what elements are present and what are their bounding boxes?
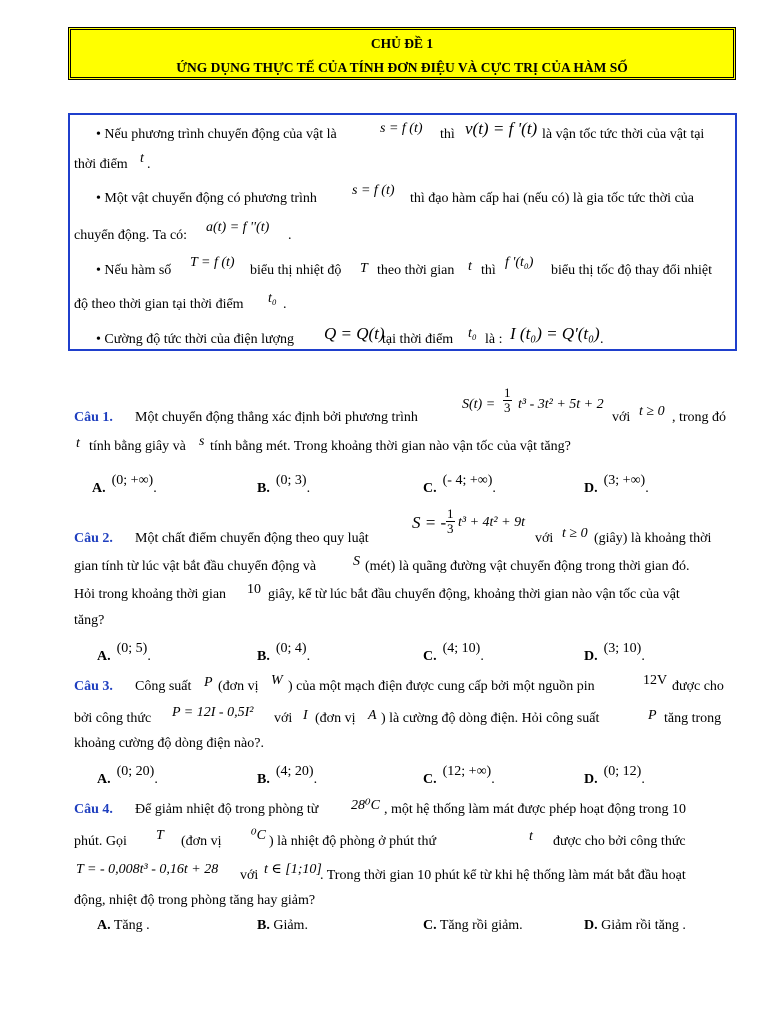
option-key: B. bbox=[257, 918, 270, 933]
math-velocity: v(t) = f '(t) bbox=[465, 119, 538, 138]
topic-header bbox=[68, 27, 736, 80]
text: chuyển động. Ta có: bbox=[74, 228, 188, 243]
math-s-ft: s = f (t) bbox=[352, 183, 395, 198]
q1-option-b[interactable]: B.(0; 3). bbox=[257, 473, 311, 496]
text: phút. Gọi bbox=[74, 834, 127, 849]
math-charge: Q = Q(t) bbox=[324, 324, 385, 343]
option-key: D. bbox=[584, 481, 598, 496]
question-4-label: Câu 4. bbox=[74, 802, 113, 817]
math-S-lhs: S(t) = bbox=[462, 397, 496, 412]
text: giây, kể từ lúc bắt đầu chuyển động, khoảng thời gian nào vận tốc của vật bbox=[268, 587, 680, 602]
option-value: (3; 10) bbox=[603, 641, 642, 656]
option-value: (12; +∞) bbox=[442, 764, 492, 779]
option-value: (4; 20) bbox=[275, 764, 314, 779]
question-1-label: Câu 1. bbox=[74, 410, 113, 425]
math-t: t bbox=[140, 151, 144, 166]
q3-option-b[interactable]: B.(4; 20). bbox=[257, 764, 318, 787]
option-key: A. bbox=[97, 772, 111, 787]
option-key: D. bbox=[584, 649, 598, 664]
q2-option-a[interactable]: A.(0; 5). bbox=[97, 641, 151, 664]
math-power-formula: P = 12I - 0,5I² bbox=[172, 705, 254, 720]
q3-option-c[interactable]: C.(12; +∞). bbox=[423, 764, 495, 787]
math-acceleration: a(t) = f ''(t) bbox=[206, 220, 270, 235]
text: (đơn vị bbox=[218, 679, 259, 694]
option-key: A. bbox=[92, 481, 106, 496]
theory-bullet-2: • Một vật chuyển động có phương trình bbox=[96, 191, 317, 206]
math-T: T bbox=[360, 261, 368, 276]
math-temperature-formula: T = - 0,008t³ - 0,16t + 28 bbox=[76, 862, 219, 877]
q4-option-d[interactable] bbox=[584, 918, 686, 934]
text: Hỏi trong khoảng thời gian bbox=[74, 587, 227, 602]
text: là vận tốc tức thời của vật tại bbox=[542, 127, 705, 142]
text: . Trong thời gian 10 phút kể từ khi hệ thống làm mát bắt đầu hoạt bbox=[320, 868, 686, 883]
text: (giây) là khoảng thời bbox=[594, 531, 712, 546]
period: . bbox=[283, 297, 287, 312]
text: khoảng cường độ dòng điện nào?. bbox=[74, 736, 264, 751]
option-key: A. bbox=[97, 918, 111, 933]
option-key: D. bbox=[584, 772, 598, 787]
text: động, nhiệt độ trong phòng tăng hay giảm? bbox=[74, 893, 316, 908]
math-t0: t₀ bbox=[468, 326, 477, 341]
text: ) của một mạch điện được cung cấp bởi một nguồn pin bbox=[288, 679, 595, 694]
option-key: D. bbox=[584, 918, 598, 933]
text: Công suất bbox=[135, 679, 192, 694]
math-S-rhs: t³ - 3t² + 5t + 2 bbox=[518, 397, 604, 412]
text: theo thời gian bbox=[377, 263, 455, 278]
option-key: C. bbox=[423, 918, 437, 933]
math-P: P bbox=[648, 708, 657, 723]
option-value: (0; 4) bbox=[275, 641, 307, 656]
option-value: (- 4; +∞) bbox=[442, 473, 493, 488]
option-value: (3; +∞) bbox=[603, 473, 646, 488]
math-S-rhs: t³ + 4t² + 9t bbox=[458, 515, 525, 530]
math-28C: 28⁰C bbox=[351, 798, 380, 813]
text: (đơn vị bbox=[315, 711, 356, 726]
text: tính bằng mét. Trong khoảng thời gian nào vận tốc của vật tăng? bbox=[210, 439, 571, 454]
option-value: Giảm. bbox=[273, 918, 308, 933]
option-key: B. bbox=[257, 772, 270, 787]
math-t: t bbox=[76, 436, 80, 451]
math-T: T bbox=[156, 828, 164, 843]
option-value: (0; 20) bbox=[116, 764, 155, 779]
period: . bbox=[288, 228, 292, 243]
frac-numerator: 1 bbox=[447, 506, 454, 521]
text: , trong đó bbox=[672, 410, 727, 425]
frac-denominator: 3 bbox=[504, 400, 511, 415]
math-current: I (t₀) = Q'(t₀) bbox=[510, 324, 600, 343]
math-12V: 12V bbox=[643, 673, 668, 688]
period: . bbox=[147, 157, 151, 172]
math-t-ge-0: t ≥ 0 bbox=[562, 526, 588, 541]
q1-option-d[interactable]: D.(3; +∞). bbox=[584, 473, 649, 496]
text: với bbox=[535, 531, 554, 546]
math-W: W bbox=[271, 673, 283, 688]
text: thì bbox=[481, 263, 496, 278]
text: thời điểm bbox=[74, 157, 128, 172]
text: với bbox=[240, 868, 259, 883]
q3-option-d[interactable]: D.(0; 12). bbox=[584, 764, 645, 787]
math-fraction bbox=[503, 386, 512, 415]
option-value: Giảm rồi tăng . bbox=[601, 918, 686, 933]
text: với bbox=[612, 410, 631, 425]
text: biểu thị tốc độ thay đổi nhiệt bbox=[551, 263, 712, 278]
q3-option-a[interactable]: A.(0; 20). bbox=[97, 764, 158, 787]
math-S: S bbox=[353, 554, 360, 569]
text: tăng? bbox=[74, 613, 105, 628]
math-s: s bbox=[199, 434, 205, 449]
text: được cho bbox=[672, 679, 724, 694]
question-3-label: Câu 3. bbox=[74, 679, 113, 694]
option-key: B. bbox=[257, 481, 270, 496]
text: tính bằng giây và bbox=[89, 439, 186, 454]
q2-option-d[interactable]: D.(3; 10). bbox=[584, 641, 645, 664]
option-key: C. bbox=[423, 481, 437, 496]
math-A: A bbox=[368, 708, 377, 723]
text: thì bbox=[440, 127, 455, 142]
q1-option-a[interactable]: A.(0; +∞). bbox=[92, 473, 157, 496]
math-S-lhs: S = - bbox=[412, 513, 447, 532]
text: tăng trong bbox=[664, 711, 722, 726]
topic-title: CHỦ ĐỀ 1 bbox=[370, 36, 434, 51]
math-t-domain: t ∈ [1;10] bbox=[264, 862, 322, 877]
option-value: (0; +∞) bbox=[111, 473, 154, 488]
option-value: Tăng . bbox=[113, 918, 150, 933]
topic-subtitle: ỨNG DỤNG THỰC TẾ CỦA TÍNH ĐƠN ĐIỆU VÀ CỰC TRỊ CỦA HÀM SỐ bbox=[176, 60, 628, 75]
math-t-ge-0: t ≥ 0 bbox=[639, 404, 665, 419]
math-P: P bbox=[204, 675, 213, 690]
math-derivative-t0: f '(t₀) bbox=[505, 255, 534, 270]
option-value: (4; 10) bbox=[442, 641, 481, 656]
q2-option-b[interactable]: B.(0; 4). bbox=[257, 641, 311, 664]
theory-bullet-3: • Nếu hàm số bbox=[96, 263, 172, 278]
math-10: 10 bbox=[247, 582, 261, 597]
text: bởi công thức bbox=[74, 711, 152, 726]
text: độ theo thời gian tại thời điểm bbox=[74, 297, 244, 312]
text: tại thời điểm bbox=[382, 332, 454, 347]
text: thì đạo hàm cấp hai (nếu có) là gia tốc tức thời của bbox=[410, 191, 694, 206]
text: (mét) là quãng đường vật chuyển động trong thời gian đó. bbox=[365, 559, 690, 574]
q4-option-a[interactable] bbox=[97, 918, 150, 934]
q2-option-c[interactable]: C.(4; 10). bbox=[423, 641, 484, 664]
text: Một chuyển động thẳng xác định bởi phương trình bbox=[135, 410, 418, 425]
math-fraction bbox=[446, 507, 455, 536]
math-T-ft: T = f (t) bbox=[190, 255, 235, 270]
q4-option-c[interactable] bbox=[423, 918, 523, 934]
text: với bbox=[274, 711, 293, 726]
theory-bullet-4: • Cường độ tức thời của điện lượng bbox=[96, 332, 295, 347]
option-key: C. bbox=[423, 772, 437, 787]
option-key: A. bbox=[97, 649, 111, 664]
math-t: t bbox=[529, 829, 533, 844]
math-t: t bbox=[468, 259, 472, 274]
option-value: (0; 12) bbox=[603, 764, 642, 779]
option-value: Tăng rồi giảm. bbox=[439, 918, 523, 933]
theory-bullet-1: • Nếu phương trình chuyển động của vật là bbox=[96, 127, 337, 142]
text: ) là cường độ dòng điện. Hỏi công suất bbox=[381, 711, 600, 726]
math-degC: ⁰C bbox=[251, 828, 266, 843]
frac-denominator: 3 bbox=[447, 521, 454, 536]
text: ) là nhiệt độ phòng ở phút thứ bbox=[269, 834, 437, 849]
math-s-ft: s = f (t) bbox=[380, 121, 423, 136]
text: (đơn vị bbox=[181, 834, 222, 849]
period: . bbox=[600, 332, 604, 347]
text: là : bbox=[485, 332, 503, 347]
option-value: (0; 3) bbox=[275, 473, 307, 488]
option-key: C. bbox=[423, 649, 437, 664]
text: gian tính từ lúc vật bắt đầu chuyển động và bbox=[74, 559, 317, 574]
math-I: I bbox=[303, 708, 308, 723]
text: Một chất điểm chuyển động theo quy luật bbox=[135, 531, 369, 546]
text: biểu thị nhiệt độ bbox=[250, 263, 342, 278]
question-2-label: Câu 2. bbox=[74, 531, 113, 546]
text: , một hệ thống làm mát được phép hoạt động trong 10 bbox=[384, 802, 686, 817]
option-value: (0; 5) bbox=[116, 641, 148, 656]
text: Để giảm nhiệt độ trong phòng từ bbox=[135, 802, 319, 817]
frac-numerator: 1 bbox=[504, 385, 511, 400]
math-t0: t₀ bbox=[268, 291, 277, 306]
option-key: B. bbox=[257, 649, 270, 664]
q4-option-b[interactable] bbox=[257, 918, 308, 934]
text: được cho bởi công thức bbox=[553, 834, 686, 849]
q1-option-c[interactable]: C.(- 4; +∞). bbox=[423, 473, 496, 496]
